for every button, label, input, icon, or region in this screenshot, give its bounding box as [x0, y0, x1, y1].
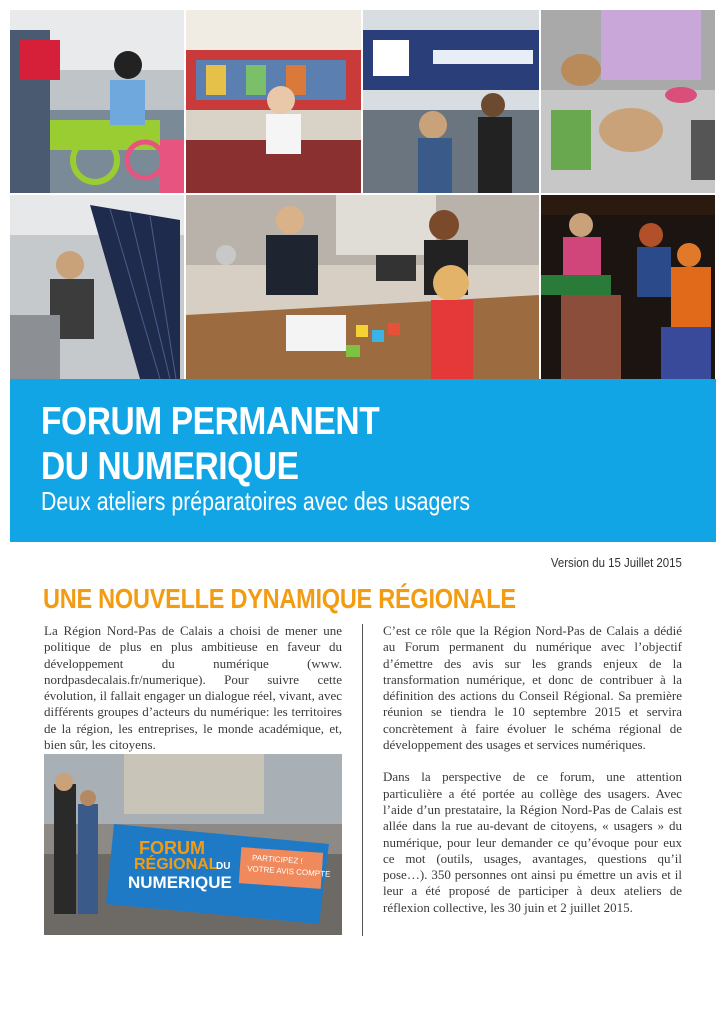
- version-date: Version du 15 Juillet 2015: [550, 555, 682, 570]
- photo-theater: [541, 195, 715, 379]
- photo-train-station: [363, 10, 539, 193]
- section-heading: UNE NOUVELLE DYNAMIQUE RÉGIONALE: [43, 583, 516, 614]
- column-divider: [362, 624, 363, 936]
- page-title: [41, 399, 379, 489]
- title-line-2: DU NUMERIQUE: [41, 445, 299, 488]
- title-banner: [10, 379, 716, 542]
- photo-solar-panel: [10, 195, 184, 379]
- sign-numerique-word: NUMERIQUE: [128, 873, 232, 892]
- photo-shop-counter: [186, 10, 361, 193]
- sign-bubble-line-2: VOTRE AVIS COMPTE: [246, 864, 331, 879]
- left-column: [44, 623, 342, 769]
- forum-sign-photo: [44, 754, 342, 935]
- right-paragraph-2: Dans la perspective de ce forum, une attention particulière a été portée au collège des usagers. Avec l’aide d’un prestataire, la Région Nord-Pas de Calais est allée dans la rue au-devant de citoyens, « usagers » du numérique, pour leur demander ce qu’évoque pour eux ce mot (outils, usages, avantages, questions qu’il pose…). 350 personnes ont ainsi pu émettre un avis et il leur a été proposé de participer à deux ateliers de réflexion collective, les 30 juin et 2 juillet 2015.: [383, 769, 682, 915]
- sign-forum-word: FORUM: [139, 838, 205, 858]
- left-paragraph-1: La Région Nord-Pas de Calais a choisi de mener une politique de plus en plus ambitieuse en faveur du développement du numérique (www. nordpasdecalais.fr/numerique). Pour suivre cette évolution, il fallait engager un dialogue réel, vivant, avec différents groupes d’acteurs du numérique: les territoires de la région, les entreprises, le monde académique, et, bien sûr, les citoyens.: [44, 623, 342, 753]
- sign-du-word: DU: [216, 861, 231, 872]
- title-line-1: FORUM PERMANENT: [41, 400, 380, 443]
- sign-regional-word: RÉGIONAL: [134, 856, 219, 873]
- photo-vegetables: [541, 10, 715, 193]
- page-subtitle: Deux ateliers préparatoires avec des usagers: [41, 486, 471, 516]
- photo-office-meeting: [186, 195, 539, 379]
- photo-child-bike: [10, 10, 184, 193]
- right-paragraph-1: C’est ce rôle que la Région Nord-Pas de Calais a dédié au Forum permanent du numérique avec l’objectif d’émettre des avis sur les grands enjeux de la transformation numérique, et donc de contribuer à la définition des actions du Conseil Régional. Sa première réunion se tiendra le 10 septembre 2015 et servira concrètement à faire évoluer le schéma régional de développement des usages et services numériques.: [383, 623, 682, 753]
- sign-bubble-line-1: PARTICIPEZ !: [251, 853, 304, 866]
- right-column: [383, 623, 682, 932]
